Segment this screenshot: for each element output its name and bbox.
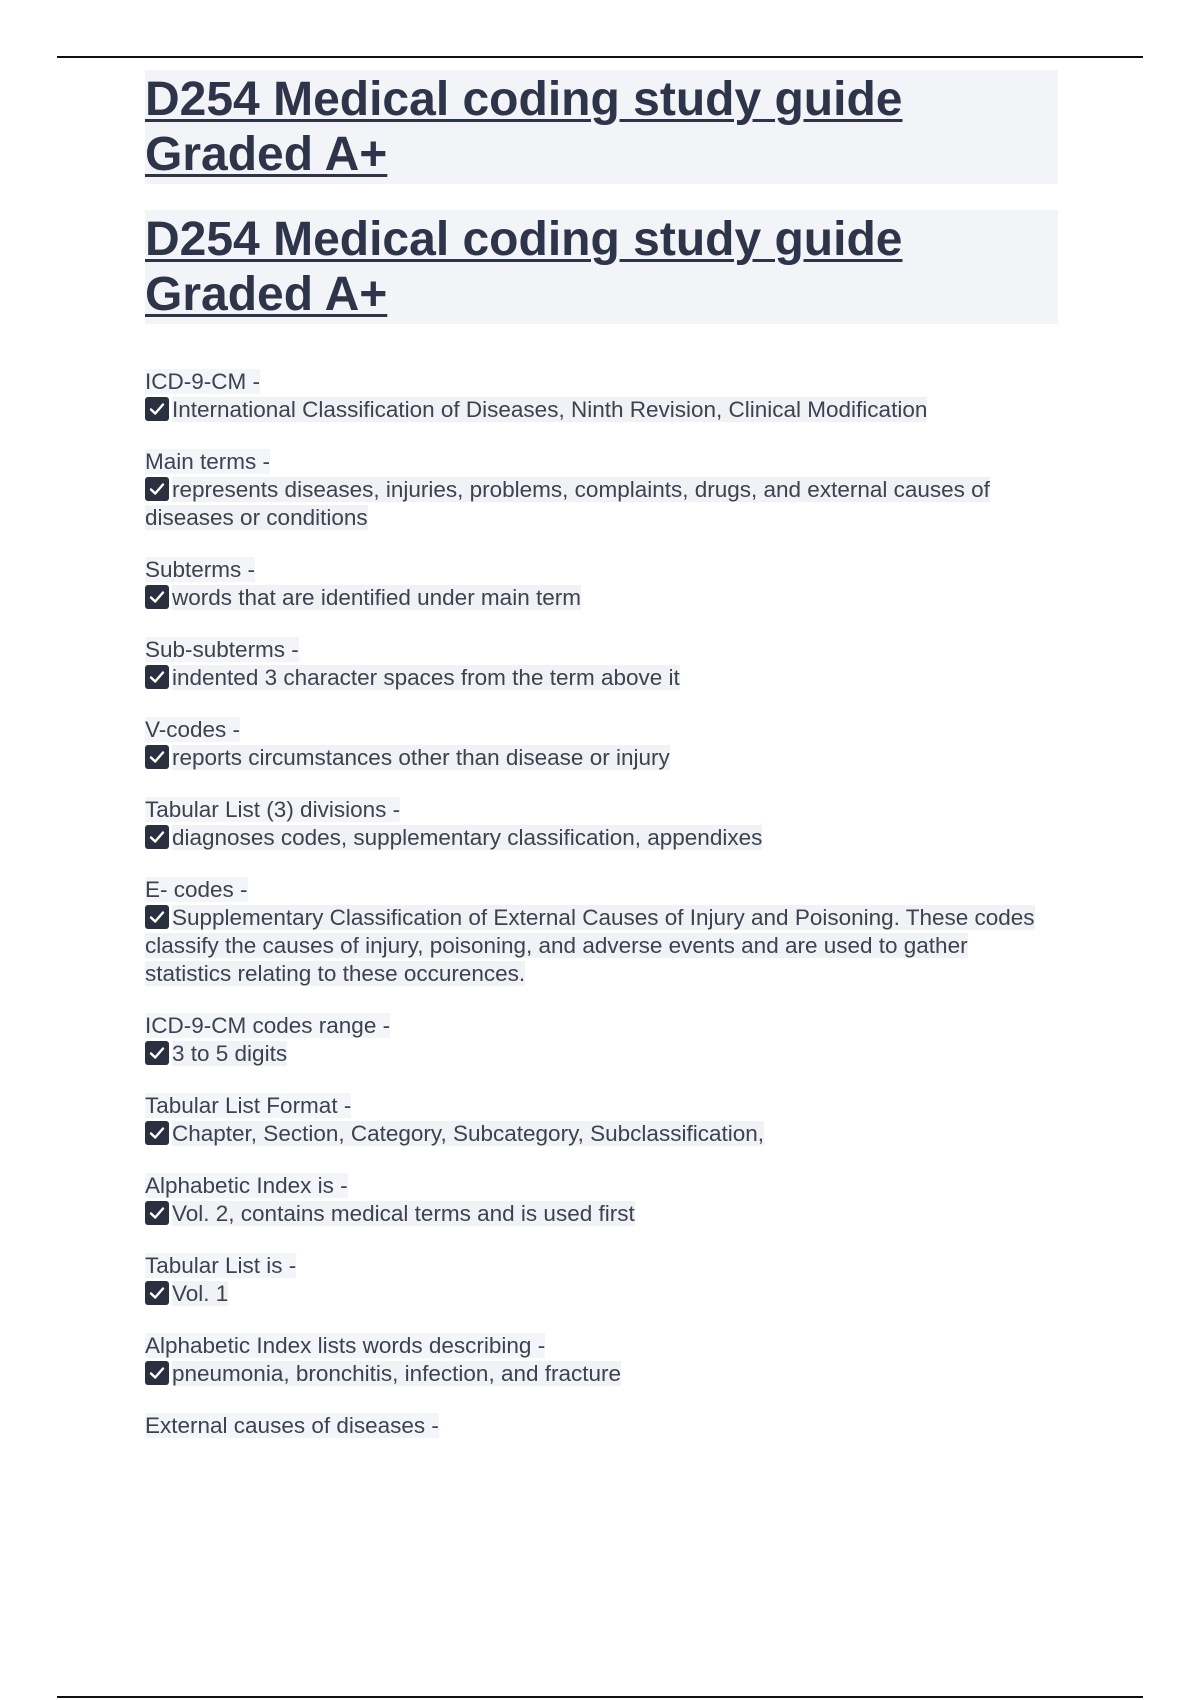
checkbox-checked-icon <box>145 665 169 689</box>
definition-text: diagnoses codes, supplementary classification, appendixes <box>172 825 763 850</box>
term-label: Tabular List (3) divisions - <box>145 797 401 822</box>
qa-list <box>145 368 1060 1440</box>
definition-text: words that are identified under main term <box>172 585 581 610</box>
definition-text: 3 to 5 digits <box>172 1041 288 1066</box>
definition <box>145 396 1060 424</box>
qa-item <box>145 716 1060 772</box>
checkbox-checked-icon <box>145 1041 169 1065</box>
definition <box>145 476 1060 532</box>
qa-item <box>145 1012 1060 1068</box>
definition <box>145 584 1060 612</box>
checkbox-checked-icon <box>145 1281 169 1305</box>
term-label: External causes of diseases - <box>145 1413 439 1438</box>
definition-text: reports circumstances other than disease or injury <box>172 745 670 770</box>
qa-item <box>145 1172 1060 1228</box>
term-label: ICD-9-CM codes range - <box>145 1013 391 1038</box>
checkbox-checked-icon <box>145 905 169 929</box>
checkbox-checked-icon <box>145 477 169 501</box>
term-label: E- codes - <box>145 877 248 902</box>
qa-item <box>145 1092 1060 1148</box>
term-label: Sub-subterms - <box>145 637 299 662</box>
qa-item <box>145 876 1060 988</box>
document-title: D254 Medical coding study guide Graded A+ <box>145 73 903 181</box>
definition <box>145 1280 1060 1308</box>
checkbox-checked-icon <box>145 1201 169 1225</box>
definition-text: represents diseases, injuries, problems, complaints, drugs, and external causes of diseases or conditions <box>145 477 990 530</box>
definition-text: Supplementary Classification of External Causes of Injury and Poisoning. These codes classify the causes of injury, poisoning, and adverse events and are used to gather statistics relating to these occurences. <box>145 905 1035 986</box>
qa-item <box>145 556 1060 612</box>
definition-text: International Classification of Diseases, Ninth Revision, Clinical Modification <box>172 397 928 422</box>
checkbox-checked-icon <box>145 397 169 421</box>
term-label: Alphabetic Index lists words describing - <box>145 1333 546 1358</box>
term-label: Tabular List Format - <box>145 1093 352 1118</box>
definition <box>145 1120 1060 1148</box>
definition-text: pneumonia, bronchitis, infection, and fracture <box>172 1361 622 1386</box>
term-label: Main terms - <box>145 449 271 474</box>
qa-item <box>145 1412 1060 1440</box>
term-label: Alphabetic Index is - <box>145 1173 348 1198</box>
checkbox-checked-icon <box>145 1121 169 1145</box>
title-block-1 <box>145 70 1058 184</box>
term-label: Subterms - <box>145 557 256 582</box>
definition-text: Vol. 1 <box>172 1281 229 1306</box>
definition <box>145 1200 1060 1228</box>
definition <box>145 1360 1060 1388</box>
bottom-rule <box>57 1696 1143 1698</box>
qa-item <box>145 796 1060 852</box>
definition <box>145 1040 1060 1068</box>
checkbox-checked-icon <box>145 825 169 849</box>
term-label: ICD-9-CM - <box>145 369 260 394</box>
term-label: V-codes - <box>145 717 241 742</box>
qa-item <box>145 448 1060 532</box>
definition <box>145 904 1060 988</box>
definition-text: Chapter, Section, Category, Subcategory, Subclassification, <box>172 1121 764 1146</box>
title-block-2 <box>145 210 1058 324</box>
qa-item <box>145 1332 1060 1388</box>
document-body <box>145 70 1060 1464</box>
top-rule <box>57 56 1143 58</box>
definition-text: Vol. 2, contains medical terms and is used first <box>172 1201 635 1226</box>
checkbox-checked-icon <box>145 1361 169 1385</box>
checkbox-checked-icon <box>145 585 169 609</box>
definition <box>145 824 1060 852</box>
document-title-repeat: D254 Medical coding study guide Graded A+ <box>145 213 903 321</box>
qa-item <box>145 368 1060 424</box>
definition <box>145 744 1060 772</box>
checkbox-checked-icon <box>145 745 169 769</box>
definition-text: indented 3 character spaces from the term above it <box>172 665 680 690</box>
definition <box>145 664 1060 692</box>
qa-item <box>145 636 1060 692</box>
qa-item <box>145 1252 1060 1308</box>
term-label: Tabular List is - <box>145 1253 297 1278</box>
